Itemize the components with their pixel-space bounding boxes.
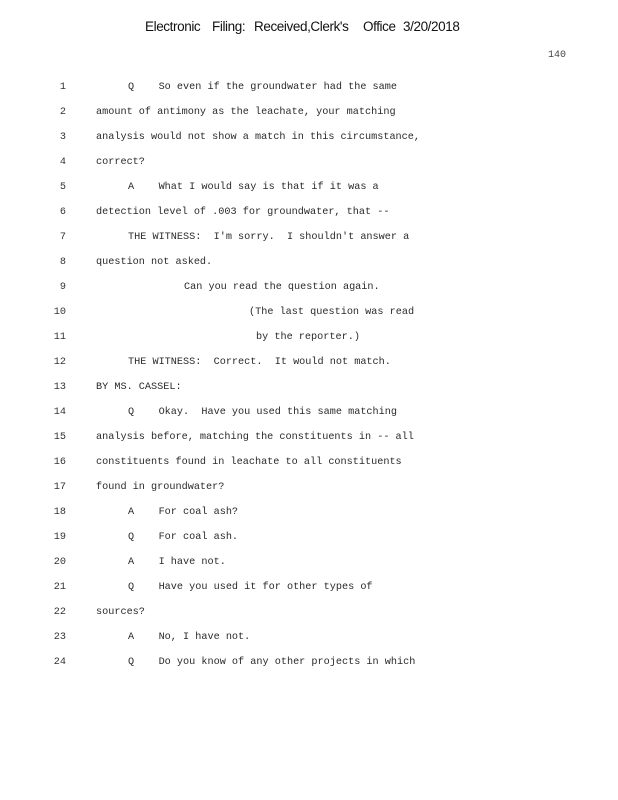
transcript-line [0, 332, 618, 352]
header-office: Office [363, 19, 396, 34]
transcript-line [0, 382, 618, 402]
line-number: 18 [53, 507, 66, 518]
line-text: by the reporter.) [256, 332, 360, 343]
transcript-line [0, 157, 618, 177]
line-text: Can you read the question again. [184, 282, 380, 293]
line-number: 10 [53, 307, 66, 318]
line-text: THE WITNESS: I'm sorry. I shouldn't answer a [128, 232, 410, 243]
line-number: 16 [53, 457, 66, 468]
line-text: Q Do you know of any other projects in which [128, 657, 416, 668]
transcript-line [0, 457, 618, 477]
header-received-clerks: Received,Clerk's [254, 19, 349, 34]
transcript-line [0, 282, 618, 302]
transcript-line [0, 182, 618, 202]
transcript-line [0, 232, 618, 252]
line-number: 2 [59, 107, 66, 118]
line-number: 12 [53, 357, 66, 368]
line-number: 21 [53, 582, 66, 593]
line-number: 3 [59, 132, 66, 143]
transcript-line [0, 632, 618, 652]
line-number: 22 [53, 607, 66, 618]
line-number: 20 [53, 557, 66, 568]
line-number: 6 [59, 207, 66, 218]
transcript-line [0, 482, 618, 502]
header-electronic: Electronic [145, 19, 201, 34]
transcript-line [0, 407, 618, 427]
transcript-line [0, 257, 618, 277]
line-text: correct? [96, 157, 145, 168]
line-text: A No, I have not. [128, 632, 251, 643]
line-number: 15 [53, 432, 66, 443]
line-number: 8 [59, 257, 66, 268]
line-number: 7 [59, 232, 66, 243]
line-number: 19 [53, 532, 66, 543]
line-text: Q For coal ash. [128, 532, 239, 543]
line-number: 13 [53, 382, 66, 393]
line-text: amount of antimony as the leachate, your matching [96, 107, 396, 118]
transcript-line [0, 607, 618, 627]
transcript-line [0, 432, 618, 452]
line-number: 17 [53, 482, 66, 493]
line-text: A For coal ash? [128, 507, 239, 518]
line-number: 11 [53, 332, 66, 343]
line-text: (The last question was read [249, 307, 415, 318]
line-number: 14 [53, 407, 66, 418]
line-text: Q Have you used it for other types of [128, 582, 373, 593]
line-text: BY MS. CASSEL: [96, 382, 182, 393]
transcript-line [0, 507, 618, 527]
line-number: 24 [53, 657, 66, 668]
transcript-line [0, 582, 618, 602]
transcript-line [0, 82, 618, 102]
transcript-line [0, 657, 618, 677]
transcript-line [0, 107, 618, 127]
line-text: detection level of .003 for groundwater, that -- [96, 207, 390, 218]
line-text: analysis would not show a match in this circumstance, [96, 132, 421, 143]
transcript-line [0, 532, 618, 552]
line-number: 1 [59, 82, 66, 93]
line-text: analysis before, matching the constituents in -- all [96, 432, 414, 443]
transcript-line [0, 307, 618, 327]
line-text: found in groundwater? [96, 482, 225, 493]
transcript-line [0, 207, 618, 227]
line-number: 9 [59, 282, 66, 293]
line-text: question not asked. [96, 257, 213, 268]
line-text: Q So even if the groundwater had the same [128, 82, 397, 93]
transcript-line [0, 132, 618, 152]
line-text: sources? [96, 607, 145, 618]
line-text: A What I would say is that if it was a [128, 182, 379, 193]
header-filing: Filing: [212, 19, 246, 34]
header-date: 3/20/2018 [403, 19, 460, 34]
line-number: 4 [59, 157, 66, 168]
line-text: THE WITNESS: Correct. It would not match. [128, 357, 391, 368]
transcript-line [0, 557, 618, 577]
page-number: 140 [548, 50, 567, 61]
line-number: 23 [53, 632, 66, 643]
transcript-line [0, 357, 618, 377]
line-text: constituents found in leachate to all constituents [96, 457, 402, 468]
line-number: 5 [59, 182, 66, 193]
line-text: A I have not. [128, 557, 226, 568]
line-text: Q Okay. Have you used this same matching [128, 407, 397, 418]
